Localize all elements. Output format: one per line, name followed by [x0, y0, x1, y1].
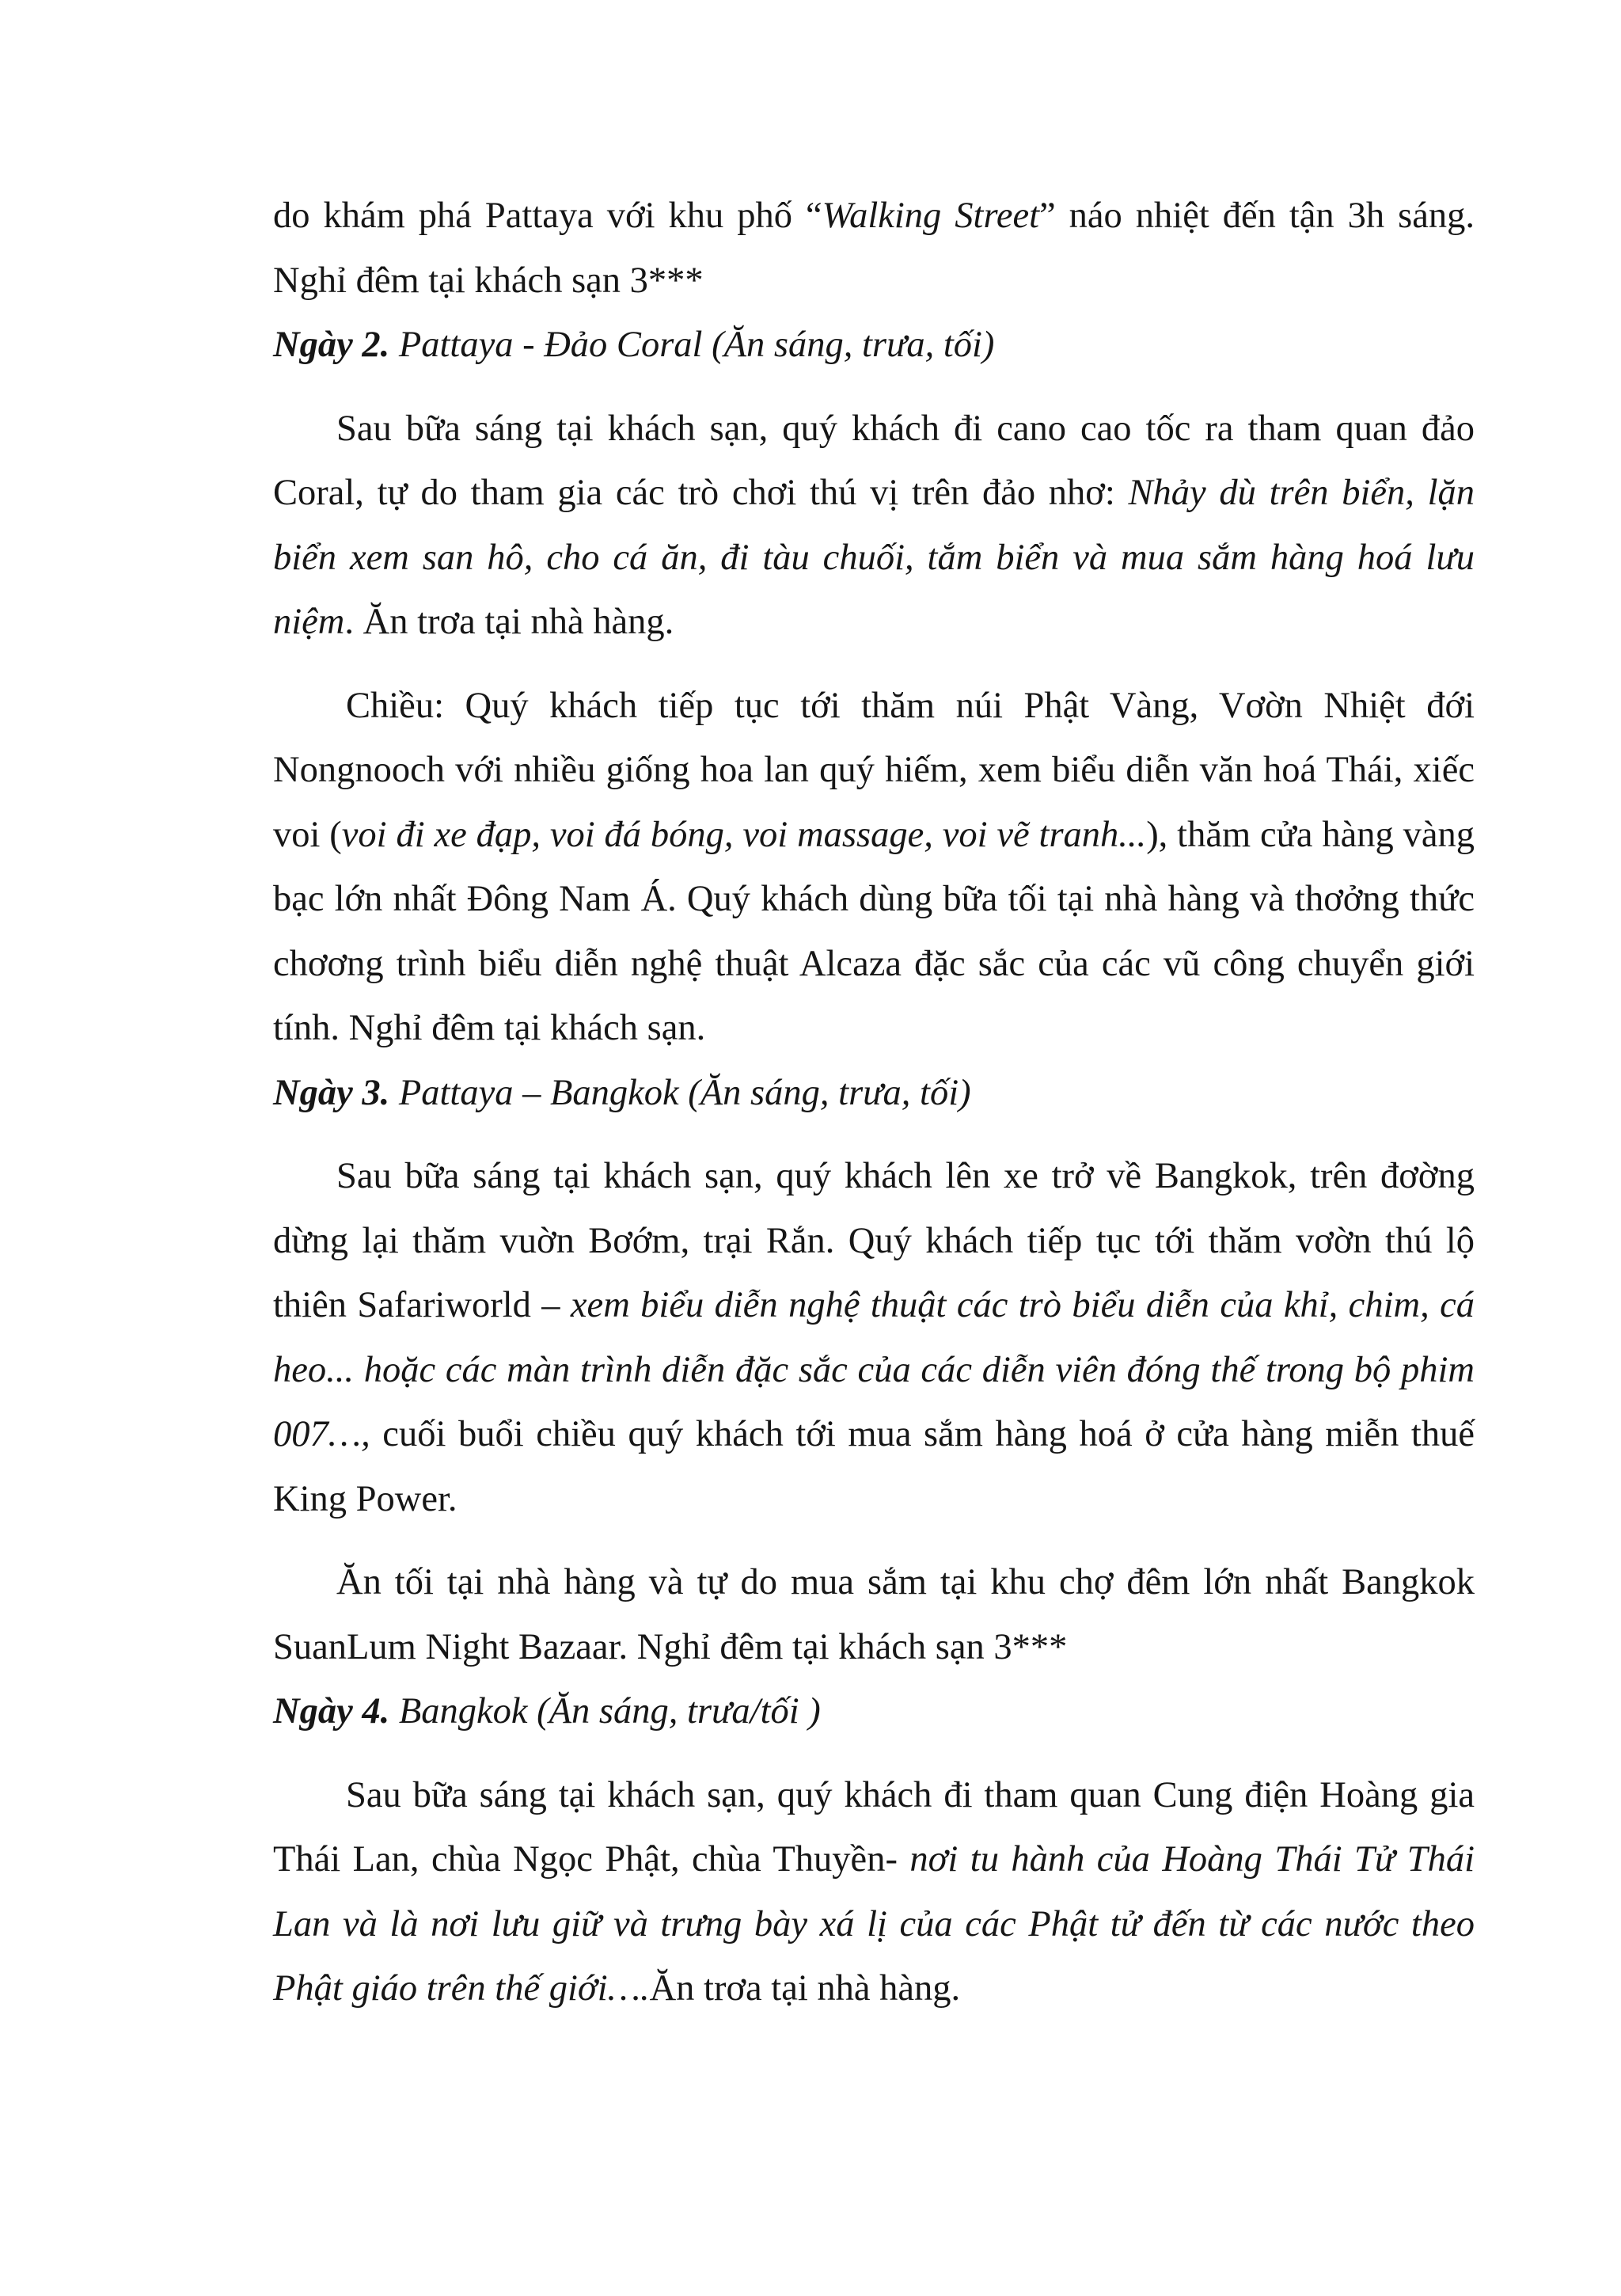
- document-page: [273, 184, 1475, 2021]
- day3-paragraph-1: [273, 1144, 1475, 1531]
- text-run: ” náo nhiệt đến tận 3h sáng. Nghỉ đêm tại khách sạn 3***: [273, 196, 1475, 301]
- italic-run: voi đi xe đạp, voi đá bóng, voi massage, voi vẽ tranh...: [341, 814, 1147, 855]
- text-run: ), thăm cửa hàng vàng bạc lớn nhất Đông Nam Á. Quý khách dùng bữa tối tại nhà hàng và thơởng thức chơơng trình biểu diễn nghệ thuật Alcaza đặc sắc của các vũ công chuyển giới tính. Nghỉ đêm tại khách sạn.: [273, 814, 1475, 1048]
- text-run: . Ăn trơa tại nhà hàng.: [344, 602, 674, 642]
- italic-run: xem biểu diễn nghệ thuật các trò biểu diễn của khỉ, chim, cá heo... hoặc các màn trình diễn đặc sắc của các diễn viên đóng thế trong bộ phim 007…,: [273, 1285, 1475, 1454]
- day4-paragraph-1: [273, 1763, 1475, 2021]
- text-run: Chiều: Quý khách tiếp tục tới thăm núi Phật Vàng, Vơờn Nhiệt đới Nongnooch với nhiều giống hoa lan quý hiếm, xem biểu diễn văn hoá Thái, xiếc voi (: [273, 685, 1475, 855]
- day2-paragraph-1: [273, 397, 1475, 655]
- day3-title: Pattaya – Bangkok (Ăn sáng, trưa, tối): [389, 1072, 971, 1113]
- day4-title: Bangkok (Ăn sáng, trưa/tối ): [389, 1691, 821, 1732]
- day3-paragraph-2: Ăn tối tại nhà hàng và tự do mua sắm tại khu chợ đêm lớn nhất Bangkok SuanLum Night Bazaar. Nghỉ đêm tại khách sạn 3***: [273, 1562, 1475, 1667]
- day3-heading: [273, 1061, 1475, 1126]
- italic-run: Nhảy dù trên biển, lặn biển xem san hô, cho cá ăn, đi tàu chuối, tắm biển và mua sắm hàng hoá lưu niệm: [273, 473, 1475, 642]
- day3-label: Ngày 3.: [273, 1072, 390, 1113]
- italic-run: Walking Street: [822, 196, 1040, 236]
- day2-paragraph-2: [273, 674, 1475, 1061]
- italic-run: nơi tu hành của Hoàng Thái Tử Thái Lan và là nơi lưu giữ và trưng bày xá lị của các Phật tử đến từ các nước theo Phật giáo trên thế giới….: [273, 1839, 1475, 2009]
- text-run: Sau bữa sáng tại khách sạn, quý khách đi tham quan Cung điện Hoàng gia Thái Lan, chùa Ngọc Phật, chùa Thuyền-: [273, 1774, 1475, 1880]
- text-run: Sau bữa sáng tại khách sạn, quý khách lên xe trở về Bangkok, trên đơờng dừng lại thăm vuờn Bơớm, trại Rắn. Quý khách tiếp tục tới thăm vơờn thú lộ thiên Safariworld –: [273, 1156, 1475, 1325]
- text-run: Ăn trơa tại nhà hàng.: [649, 1968, 961, 2009]
- day4-label: Ngày 4.: [273, 1691, 390, 1732]
- paragraph-intro: [273, 184, 1475, 313]
- day2-title: Pattaya - Đảo Coral (Ăn sáng, trưa, tối): [389, 325, 995, 365]
- day4-heading: [273, 1679, 1475, 1744]
- day2-heading: [273, 313, 1475, 378]
- text-run: do khám phá Pattaya với khu phố “: [273, 196, 822, 236]
- text-run: cuối buổi chiều quý khách tới mua sắm hàng hoá ở cửa hàng miễn thuế King Power.: [273, 1414, 1475, 1519]
- text-run: Sau bữa sáng tại khách sạn, quý khách đi cano cao tốc ra tham quan đảo Coral, tự do tham gia các trò chơi thú vị trên đảo nhơ:: [273, 408, 1475, 513]
- day2-label: Ngày 2.: [273, 325, 390, 365]
